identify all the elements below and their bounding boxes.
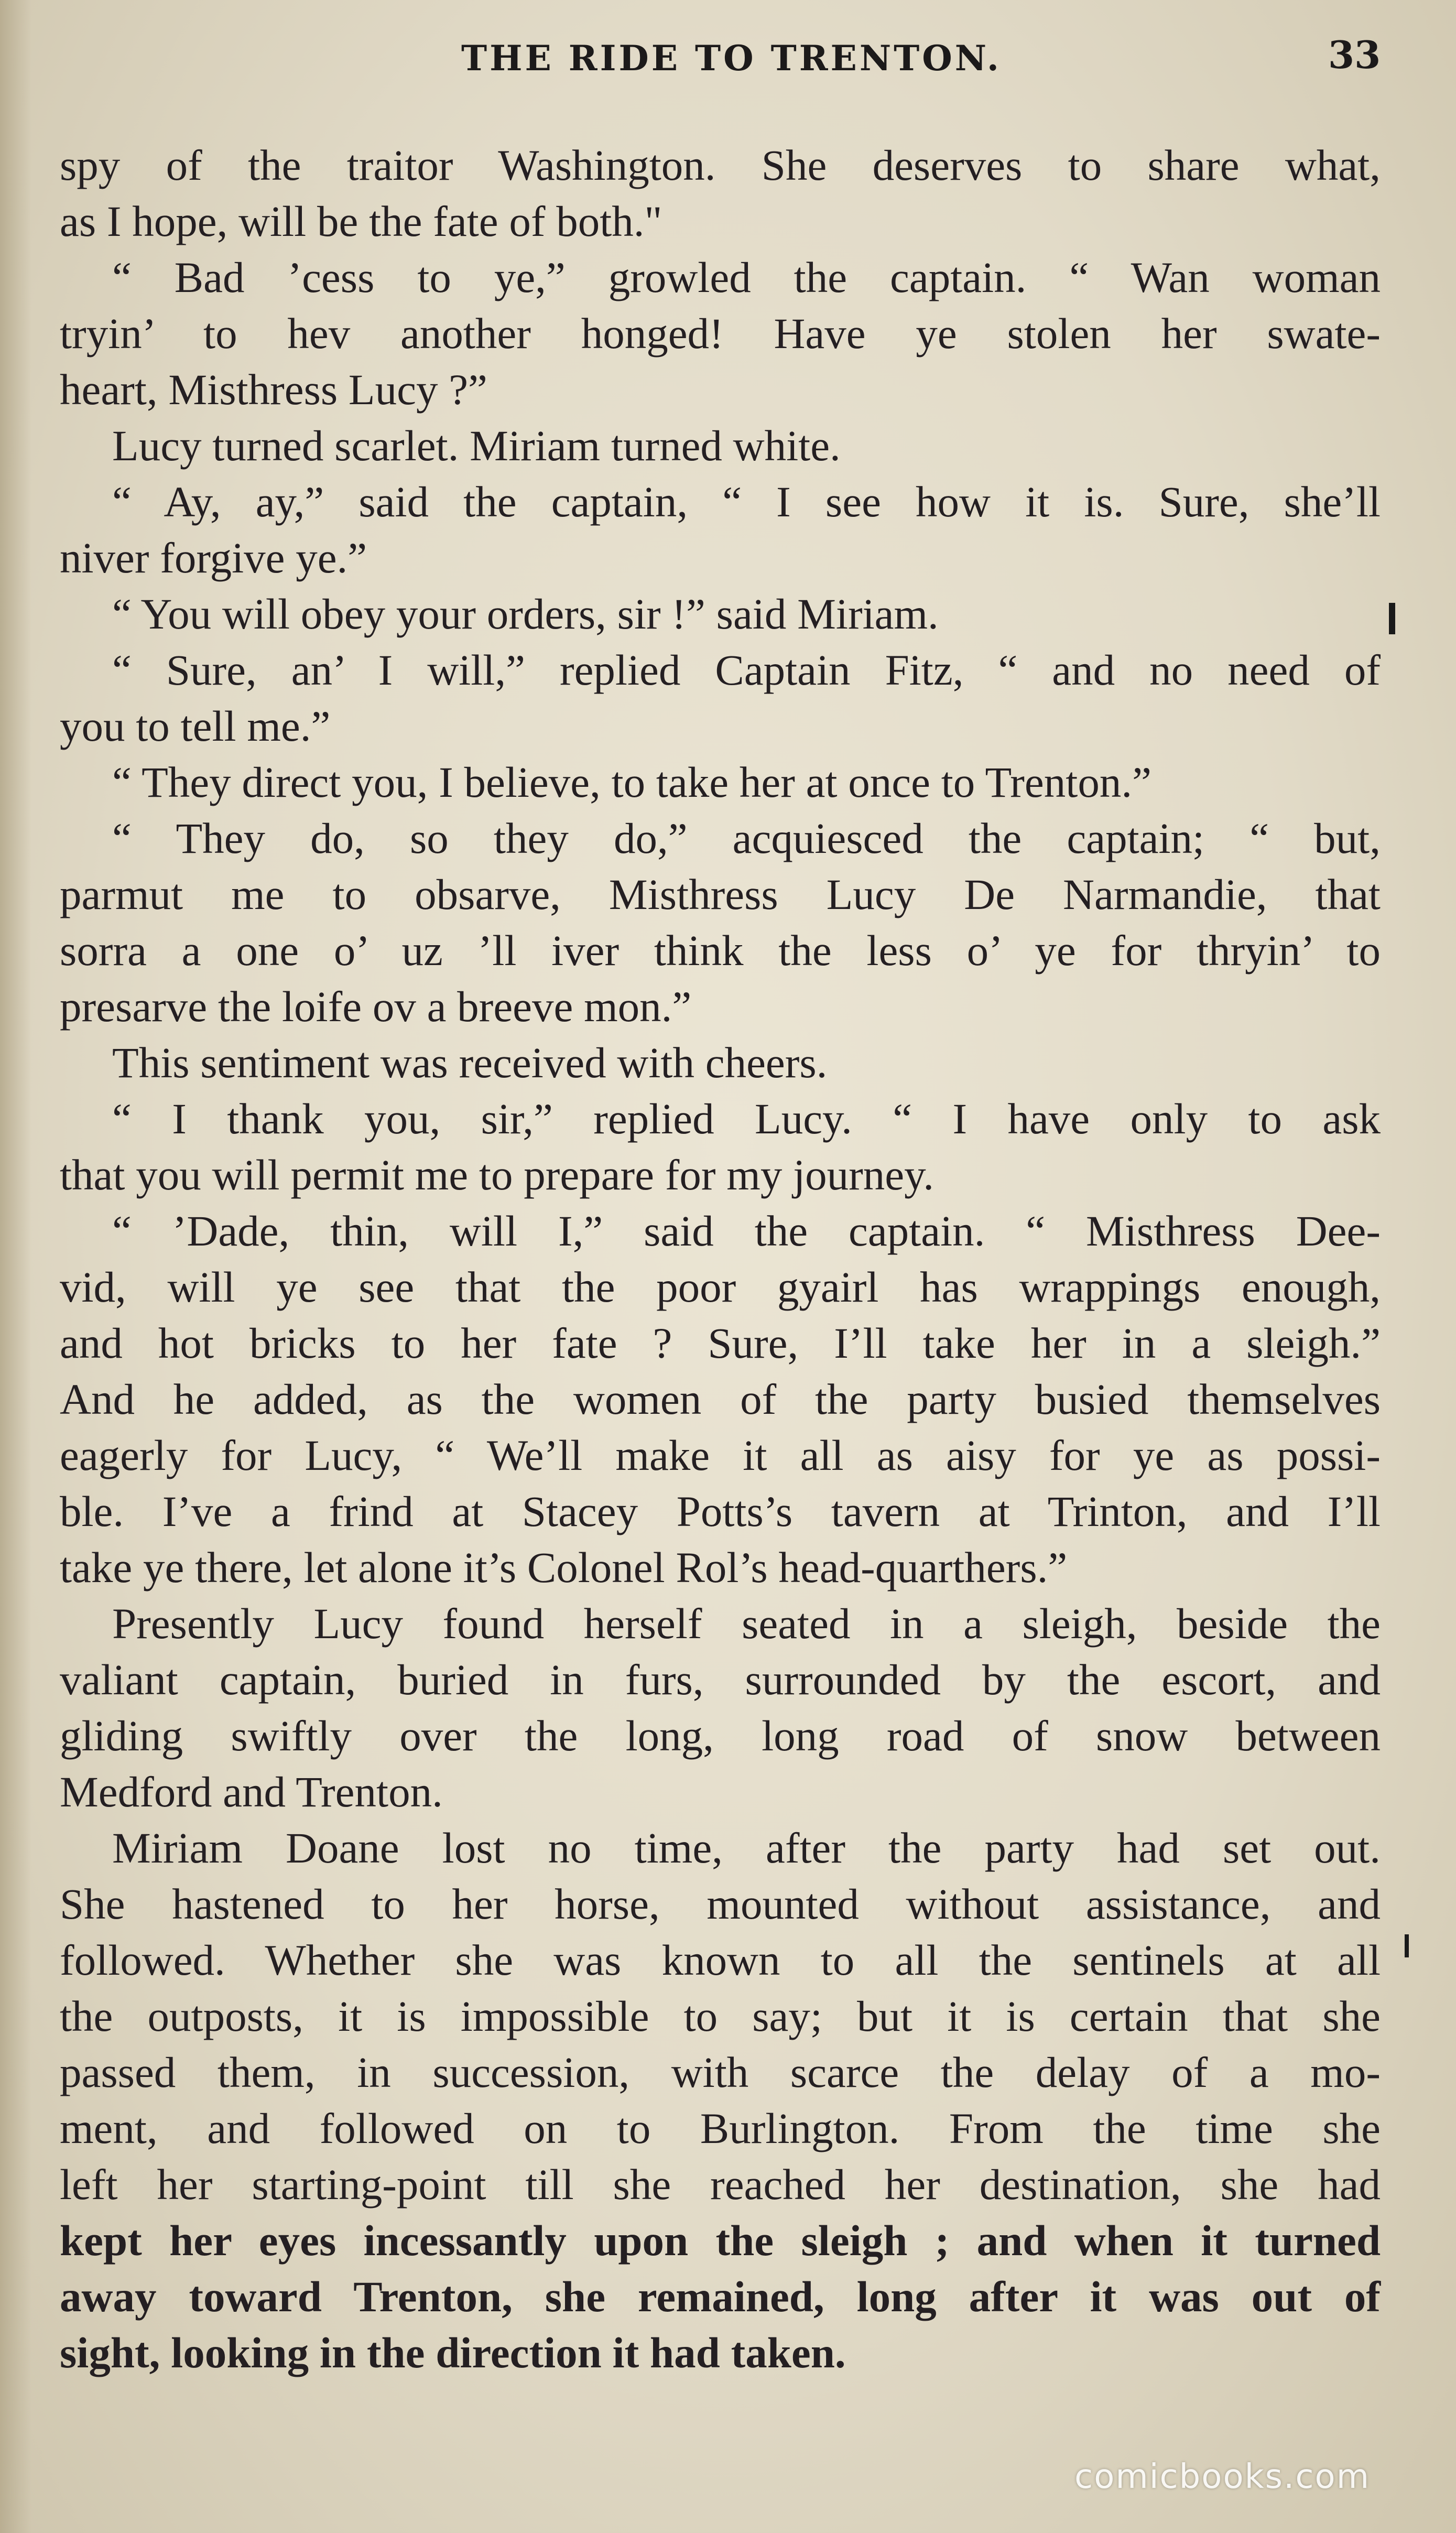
text-line: niver forgive ye.” (60, 534, 367, 582)
text-line: She hastened to her horse, mounted without assistance, and (60, 1880, 1381, 1928)
text-line: and hot bricks to her fate ? Sure, I’ll take her in a sleigh.” (60, 1319, 1381, 1367)
text-line: left her starting-point till she reached her destination, she had (60, 2160, 1381, 2209)
text-line: you to tell me.” (60, 702, 331, 750)
text-line: take ye there, let alone it’s Colonel Rol’s head-quarthers.” (60, 1543, 1068, 1592)
text-line: “ Ay, ay,” said the captain, “ I see how it is. Sure, she’ll (112, 478, 1381, 526)
text-line: ble. I’ve a frind at Stacey Potts’s tavern at Trinton, and I’ll (60, 1487, 1381, 1535)
text-line: valiant captain, buried in furs, surrounded by the escort, and (60, 1655, 1381, 1704)
text-line: Medford and Trenton. (60, 1768, 443, 1816)
text-line: heart, Misthress Lucy ?” (60, 365, 487, 414)
text-line: presarve the loife ov a breeve mon.” (60, 982, 692, 1031)
watermark-text: comicbooks.com (1074, 2458, 1371, 2496)
page-header (0, 33, 1456, 90)
text-line: followed. Whether she was known to all the sentinels at all (60, 1936, 1381, 1984)
page-number: 33 (1328, 33, 1381, 77)
text-line: ment, and followed on to Burlington. From the time she (60, 2104, 1381, 2152)
text-line: eagerly for Lucy, “ We’ll make it all as aisy for ye as possi- (60, 1431, 1381, 1479)
text-line: gliding swiftly over the long, long road of snow between (60, 1712, 1381, 1760)
text-line: that you will permit me to prepare for my journey. (60, 1151, 934, 1199)
text-line: passed them, in succession, with scarce the delay of a mo- (60, 2048, 1381, 2096)
text-line: away toward Trenton, she remained, long after it was out of (60, 2272, 1381, 2321)
text-line: Lucy turned scarlet. Miriam turned white. (112, 421, 841, 470)
text-line: sight, looking in the direction it had taken. (60, 2329, 846, 2377)
running-title: THE RIDE TO TRENTON. (461, 38, 1002, 79)
text-line: vid, will ye see that the poor gyairl has wrappings enough, (60, 1263, 1381, 1311)
text-line: “ You will obey your orders, sir !” said Miriam. (112, 590, 939, 638)
text-line: “ They direct you, I believe, to take her at once to Trenton.” (112, 758, 1151, 806)
text-line: This sentiment was received with cheers. (112, 1038, 828, 1087)
text-line: And he added, as the women of the party busied themselves (60, 1375, 1381, 1423)
text-line: Presently Lucy found herself seated in a sleigh, beside the (112, 1599, 1381, 1648)
page-edge-shadow (0, 0, 31, 2533)
text-line: tryin’ to hev another honged! Have ye stolen her swate- (60, 309, 1381, 358)
body-text (60, 137, 1381, 2381)
text-line: “ ’Dade, thin, will I,” said the captain. “ Misthress Dee- (112, 1207, 1381, 1255)
text-line: as I hope, will be the fate of both." (60, 197, 662, 245)
text-line: parmut me to obsarve, Misthress Lucy De Narmandie, that (60, 870, 1381, 918)
text-line: sorra a one o’ uz ’ll iver think the less o’ ye for thryin’ to (60, 926, 1381, 975)
text-line: “ I thank you, sir,” replied Lucy. “ I have only to ask (112, 1095, 1381, 1143)
margin-mark (1405, 1934, 1409, 1957)
text-line: “ They do, so they do,” acquiesced the captain; “ but, (112, 814, 1381, 862)
text-line: the outposts, it is impossible to say; but it is certain that she (60, 1992, 1381, 2040)
text-line: spy of the traitor Washington. She deserves to share what, (60, 141, 1381, 189)
text-line: “ Sure, an’ I will,” replied Captain Fitz, “ and no need of (112, 646, 1381, 694)
text-line: kept her eyes incessantly upon the sleigh ; and when it turned (60, 2216, 1381, 2265)
margin-mark (1389, 603, 1395, 634)
text-line: “ Bad ’cess to ye,” growled the captain. “ Wan woman (112, 253, 1381, 301)
text-line: Miriam Doane lost no time, after the party had set out. (112, 1824, 1381, 1872)
